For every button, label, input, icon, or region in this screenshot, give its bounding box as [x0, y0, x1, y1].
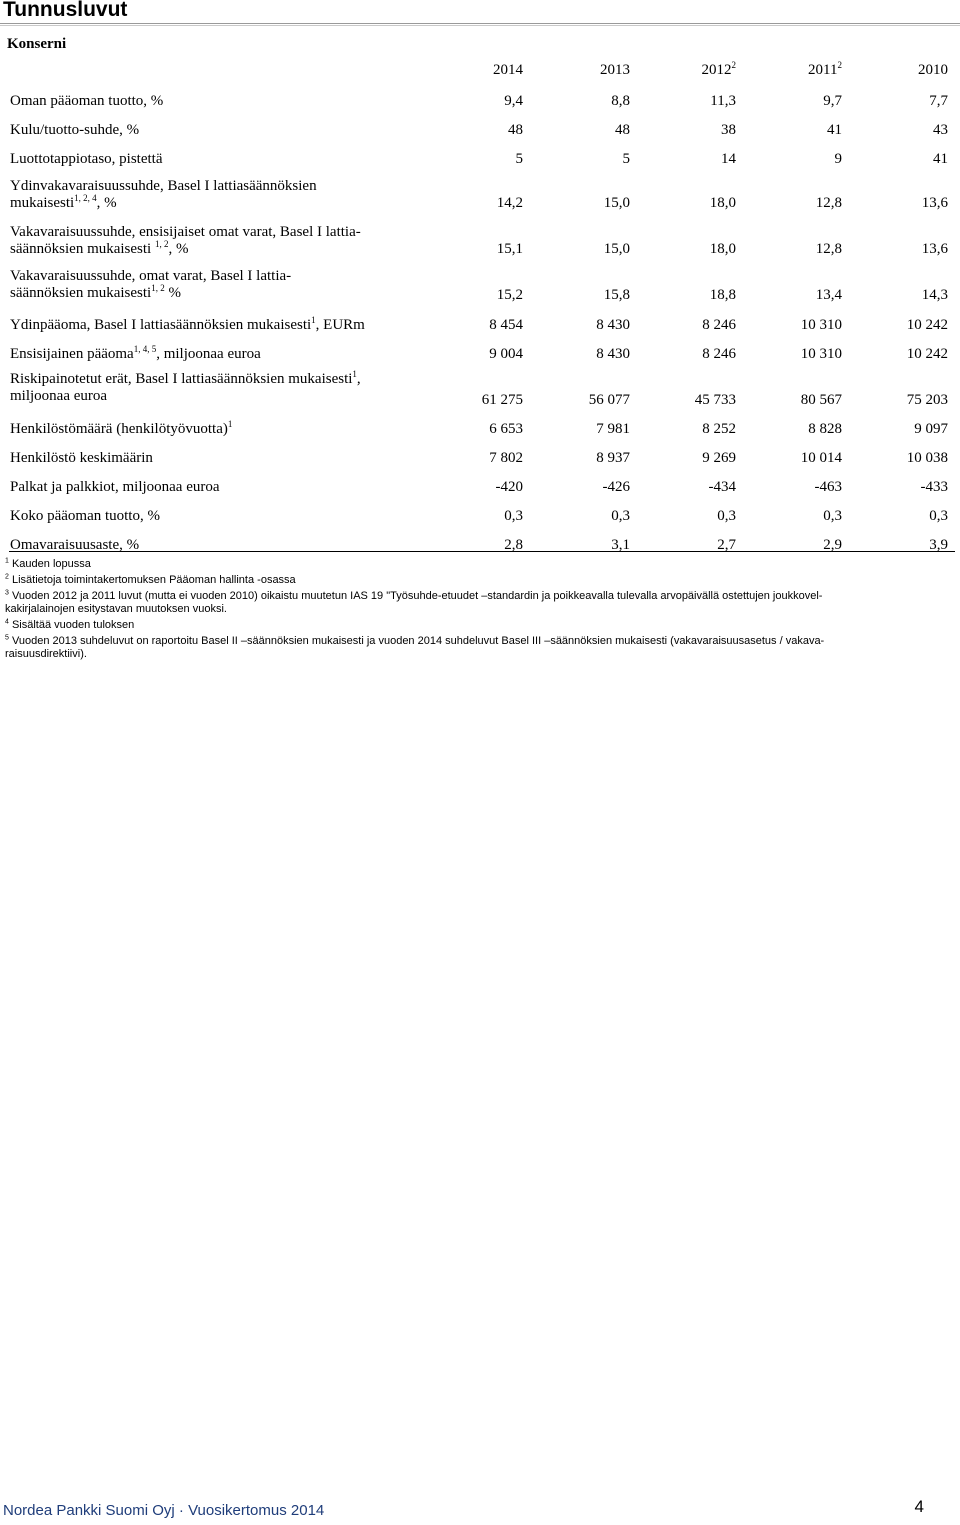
- table-cell: 10 038: [906, 450, 948, 466]
- table-cell: 0,3: [929, 508, 948, 524]
- column-header: 2011$^2$: [808, 60, 842, 78]
- table-cell: 10 310: [800, 346, 842, 362]
- table-cell: 12,8: [815, 195, 842, 211]
- table-cell: 9,7: [823, 93, 842, 109]
- row-label: Ydinvakavaraisuussuhde, Basel I lattiasäännöksien mukaisesti$^{1, 2, 4}$, %: [10, 178, 317, 211]
- table-cell: 14: [721, 151, 736, 167]
- footnote: $^1$ Kauden lopussa: [5, 557, 91, 570]
- row-label: Riskipainotetut erät, Basel I lattiasäännöksien mukaisesti$^1$, miljoonaa euroa: [10, 369, 361, 404]
- table-cell: 8 937: [596, 450, 630, 466]
- table-cell: 18,0: [709, 195, 736, 211]
- column-header: 2014: [493, 62, 523, 78]
- table-cell: 8 246: [702, 317, 736, 333]
- row-label: Kulu/tuotto-suhde, %: [10, 122, 140, 138]
- table-cell: -420: [495, 479, 523, 495]
- page-number: 4: [914, 1497, 924, 1516]
- table-cell: 75 203: [906, 392, 948, 408]
- page-title: Tunnusluvut: [3, 0, 128, 21]
- table-cell: 0,3: [717, 508, 736, 524]
- table-cell: 9,4: [504, 93, 523, 109]
- table-cell: 18,8: [709, 287, 736, 303]
- row-label: Henkilöstömäärä (henkilötyövuotta)$^1$: [10, 419, 233, 437]
- table-cell: 2,7: [717, 537, 736, 553]
- table-cell: 5: [622, 151, 630, 167]
- table-cell: 7 981: [596, 421, 630, 437]
- table-cell: 9 097: [914, 421, 948, 437]
- table-cell: 13,6: [921, 195, 948, 211]
- row-label: Luottotappiotaso, pistettä: [10, 151, 163, 167]
- table-cell: 2,9: [823, 537, 842, 553]
- footnote: $^2$ Lisätietoja toimintakertomuksen Pääoman hallinta -osassa: [5, 573, 296, 586]
- table-cell: 48: [615, 122, 630, 138]
- column-header: 2010: [918, 62, 948, 78]
- table-cell: 8 430: [596, 346, 630, 362]
- table-cell: 8 252: [702, 421, 736, 437]
- table-cell: 9 004: [489, 346, 523, 362]
- table-cell: 8 454: [489, 317, 523, 333]
- table-cell: 9 269: [702, 450, 736, 466]
- table-cell: 0,3: [504, 508, 523, 524]
- table-cell: 0,3: [611, 508, 630, 524]
- table-cell: 6 653: [489, 421, 523, 437]
- footer-text: Nordea Pankki Suomi Oyj · Vuosikertomus 2014: [3, 1502, 325, 1519]
- row-label: Vakavaraisuussuhde, ensisijaiset omat varat, Basel I lattia- säännöksien mukaisesti $^{1, 2}$, %: [10, 224, 361, 257]
- table-cell: 14,3: [921, 287, 948, 303]
- table-bottom-rule: [9, 551, 955, 552]
- table-cell: 15,0: [603, 241, 630, 257]
- footnote: $^4$ Sisältää vuoden tuloksen: [5, 618, 135, 631]
- table-cell: 15,1: [496, 241, 523, 257]
- table-cell: 10 242: [906, 317, 948, 333]
- table-cell: -433: [920, 479, 948, 495]
- table-cell: 0,3: [823, 508, 842, 524]
- table-cell: 8 246: [702, 346, 736, 362]
- row-label: Palkat ja palkkiot, miljoonaa euroa: [10, 479, 220, 495]
- row-label: Vakavaraisuussuhde, omat varat, Basel I lattia- säännöksien mukaisesti$^{1, 2}$ %: [10, 268, 292, 301]
- table-cell: 13,4: [815, 287, 842, 303]
- table-cell: 5: [515, 151, 523, 167]
- table-cell: 45 733: [694, 392, 736, 408]
- row-label: Henkilöstö keskimäärin: [10, 450, 153, 466]
- row-label: Omavaraisuusaste, %: [10, 537, 140, 553]
- table-cell: 8,8: [611, 93, 630, 109]
- table-cell: 80 567: [800, 392, 842, 408]
- row-label: Koko pääoman tuotto, %: [10, 508, 160, 524]
- table-cell: 18,0: [709, 241, 736, 257]
- table-cell: 11,3: [710, 93, 736, 109]
- row-label: Oman pääoman tuotto, %: [10, 93, 164, 109]
- row-label: Ydinpääoma, Basel I lattiasäännöksien mukaisesti$^1$, EURm: [10, 315, 365, 333]
- table-cell: 10 014: [800, 450, 842, 466]
- table-cell: 41: [827, 122, 842, 138]
- table-cell: -426: [602, 479, 630, 495]
- footnote: $^3$ Vuoden 2012 ja 2011 luvut (mutta ei vuoden 2010) oikaistu muutetun IAS 19 "Työsuhde-etuudet –standardin ja poikkeavalla tulevalla arvopäivällä ostettujen joukkovel- kakirjalainojen esitystavan muutoksen vuoksi.: [5, 589, 823, 615]
- table-cell: 2,8: [504, 537, 523, 553]
- table-cell: 9: [834, 151, 842, 167]
- table-cell: 14,2: [496, 195, 523, 211]
- table-cell: 61 275: [481, 392, 523, 408]
- table-cell: 15,8: [603, 287, 630, 303]
- table-cell: -463: [814, 479, 842, 495]
- table-cell: 56 077: [588, 392, 630, 408]
- table-cell: 8 430: [596, 317, 630, 333]
- table-cell: 12,8: [815, 241, 842, 257]
- table-cell: 38: [721, 122, 736, 138]
- table-cell: 43: [933, 122, 948, 138]
- title-divider-secondary: [0, 25, 960, 26]
- table-cell: 48: [508, 122, 523, 138]
- table-cell: 7 802: [489, 450, 523, 466]
- column-header: 2012$^2$: [701, 60, 736, 78]
- table-cell: 15,2: [496, 287, 523, 303]
- table-cell: 41: [933, 151, 948, 167]
- table-cell: 3,9: [929, 537, 948, 553]
- table-cell: 15,0: [603, 195, 630, 211]
- title-divider: [0, 23, 960, 24]
- footnote: $^5$ Vuoden 2013 suhdeluvut on raportoitu Basel II –säännöksien mukaisesti ja vuoden 2014 suhdeluvut Basel III –säännöksien mukaisesti (vakavaraisuusasetus / vakava- raisuusdirektiivi).: [5, 634, 825, 660]
- table-cell: 10 310: [800, 317, 842, 333]
- table-cell: 3,1: [611, 537, 630, 553]
- section-heading: Konserni: [7, 36, 67, 52]
- column-header: 2013: [600, 62, 630, 78]
- table-cell: 13,6: [921, 241, 948, 257]
- footnotes: [5, 558, 950, 664]
- table-cell: 8 828: [808, 421, 842, 437]
- table-cell: 10 242: [906, 346, 948, 362]
- row-label: Ensisijainen pääoma$^{1, 4, 5}$, miljoonaa euroa: [10, 344, 261, 362]
- table-cell: 7,7: [929, 93, 948, 109]
- table-cell: -434: [708, 479, 736, 495]
